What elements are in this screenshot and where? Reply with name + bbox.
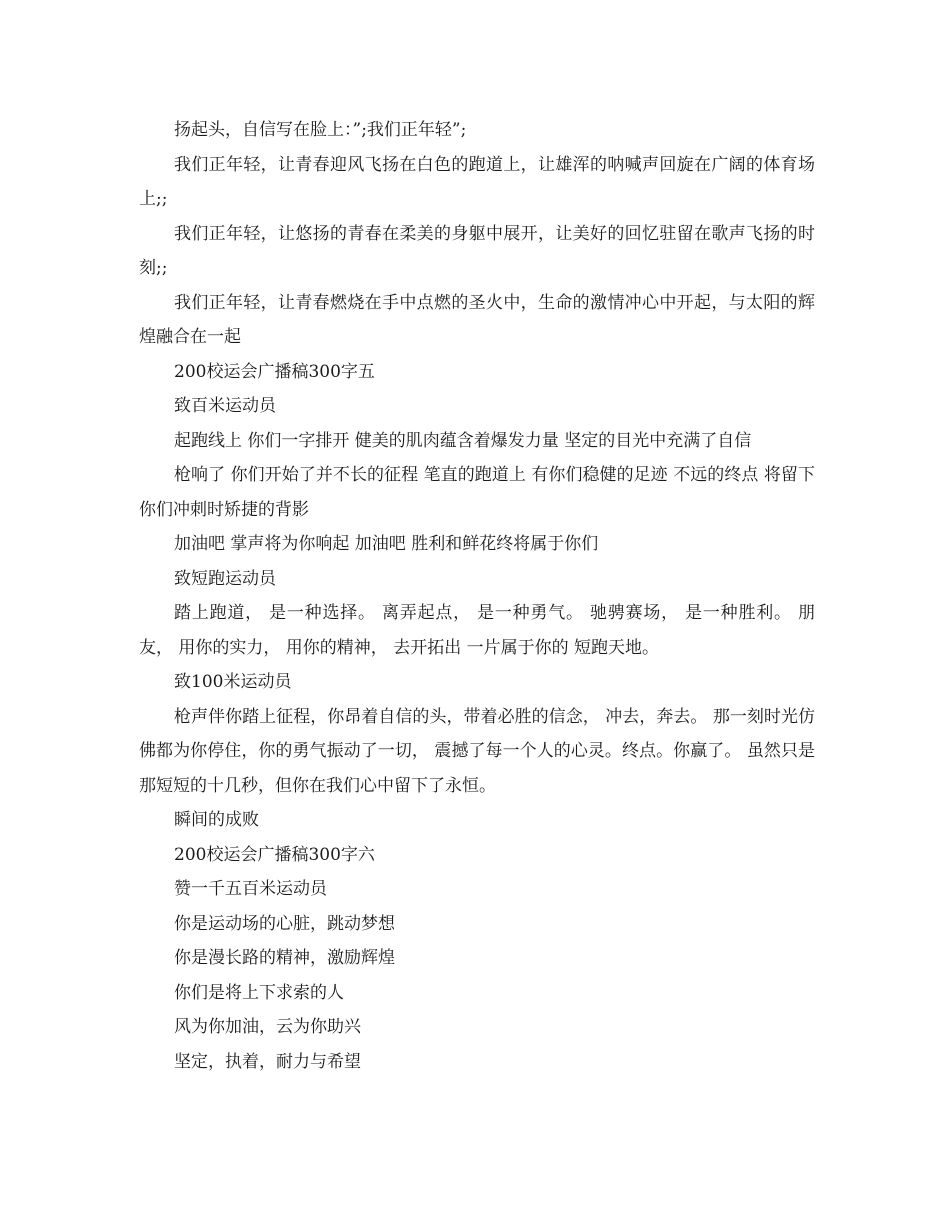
document-body [139, 113, 815, 1079]
paragraph: 我们正年轻，让悠扬的青春在柔美的身躯中展开，让美好的回忆驻留在歌声飞扬的时刻;; [139, 223, 815, 278]
paragraph: 我们正年轻，让青春燃烧在手中点燃的圣火中，生命的激情冲心中开起，与太阳的辉煌融合在一起 [139, 292, 815, 347]
paragraph: 起跑线上 你们一字排开 健美的肌肉蕴含着爆发力量 坚定的目光中充满了自信 [174, 430, 752, 451]
paragraph: 扬起头，自信写在脸上：”;我们正年轻”; [174, 120, 467, 140]
paragraph: 我们正年轻，让青春迎风飞扬在白色的跑道上，让雄浑的呐喊声回旋在广阔的体育场上;; [139, 154, 815, 209]
subheading: 致短跑运动员 [174, 568, 276, 589]
paragraph: 枪声伴你踏上征程，你昂着自信的头，带着必胜的信念， 冲去，奔去。 那一刻时光仿佛都为你停住，你的勇气振动了一切， 震撼了每一个人的心灵。终点。你赢了。 虽然只是那短短的十几秒，但你在我们心中留下了永恒。 [139, 706, 815, 796]
paragraph: 加油吧 掌声将为你响起 加油吧 胜利和鲜花终将属于你们 [174, 534, 599, 554]
poem-line: 风为你加油，云为你助兴 [174, 1017, 361, 1037]
subheading: 赞一千五百米运动员 [174, 879, 327, 899]
paragraph: 踏上跑道， 是一种选择。 离弄起点， 是一种勇气。 驰骋赛场， 是一种胜利。 朋友， 用你的实力， 用你的精神， 去开拓出 一片属于你的 短跑天地。 [139, 603, 815, 658]
poem-line: 你是运动场的心脏，跳动梦想 [174, 913, 395, 934]
poem-line: 你们是将上下求索的人 [174, 982, 344, 1003]
subheading: 瞬间的成败 [174, 810, 259, 830]
section-heading: 200校运会广播稿300字五 [174, 361, 375, 382]
paragraph: 枪响了 你们开始了并不长的征程 笔直的跑道上 有你们稳健的足迹 不远的终点 将留下你们冲刺时矫捷的背影 [139, 465, 815, 520]
subheading: 致100米运动员 [174, 672, 292, 692]
subheading: 致百米运动员 [174, 396, 276, 416]
poem-line: 你是漫长路的精神，激励辉煌 [174, 948, 395, 968]
section-heading: 200校运会广播稿300字六 [174, 844, 375, 865]
poem-line: 坚定，执着，耐力与希望 [174, 1051, 361, 1072]
